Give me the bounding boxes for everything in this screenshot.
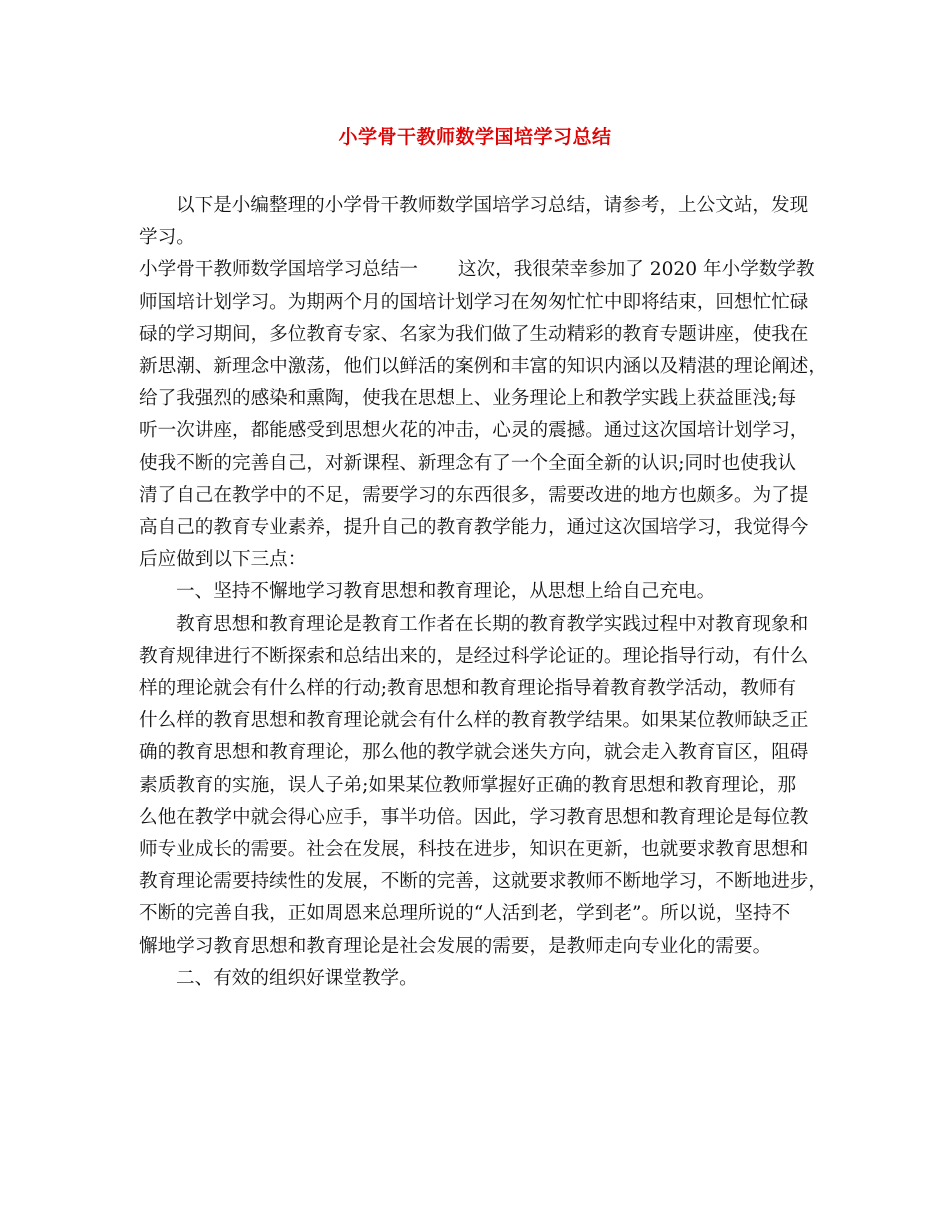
point-one-paragraph bbox=[139, 609, 825, 963]
text-line: 清了自己在教学中的不足，需要学习的东西很多，需要改进的地方也颇多。为了提 bbox=[139, 484, 809, 506]
document-title: 小学骨干教师数学国培学习总结 bbox=[338, 126, 612, 148]
text-line: 师专业成长的需要。社会在发展，科技在进步，知识在更新，也就要求教育思想和 bbox=[139, 839, 809, 861]
text-line: 师国培计划学习。为期两个月的国培计划学习在匆匆忙忙中即将结束，回想忙忙碌 bbox=[139, 291, 809, 313]
text-line: 听一次讲座，都能感受到思想火花的冲击，心灵的震撼。通过这次国培计划学习， bbox=[139, 420, 809, 442]
text-line: 使我不断的完善自己，对新课程、新理念有了一个全面全新的认识;同时也使我认 bbox=[139, 452, 797, 474]
text-line: 新思潮、新理念中激荡，他们以鲜活的案例和丰富的知识内涵以及精湛的理论阐述， bbox=[139, 356, 827, 378]
section-one-paragraph bbox=[139, 254, 825, 576]
point-two-heading bbox=[139, 963, 825, 995]
text-line: 给了我强烈的感染和熏陶，使我在思想上、业务理论上和教学实践上获益匪浅;每 bbox=[139, 388, 797, 410]
text-line: 么他在教学中就会得心应手，事半功倍。因此，学习教育思想和教育理论是每位教 bbox=[139, 806, 809, 828]
text-line: 学习。 bbox=[139, 227, 195, 249]
section-heading: 小学骨干教师数学国培学习总结一 bbox=[139, 259, 418, 281]
document-body bbox=[139, 190, 825, 995]
text-line: 教育理论需要持续性的发展，不断的完善，这就要求教师不断地学习，不断地进步， bbox=[139, 871, 827, 893]
intro-paragraph bbox=[139, 190, 825, 254]
text-line: 样的理论就会有什么样的行动;教育思想和教育理论指导着教育教学活动，教师有 bbox=[139, 678, 797, 700]
text-line: 什么样的教育思想和教育理论就会有什么样的教育教学结果。如果某位教师缺乏正 bbox=[139, 710, 809, 732]
text-line: 一、坚持不懈地学习教育思想和教育理论，从思想上给自己充电。 bbox=[176, 581, 716, 603]
text-line: 教育规律进行不断探索和总结出来的，是经过科学论证的。理论指导行动，有什么 bbox=[139, 645, 809, 667]
section-first-sentence: 这次，我很荣幸参加了 2020 年小学数学教 bbox=[457, 259, 815, 281]
text-line: 懈地学习教育思想和教育理论是社会发展的需要，是教师走向专业化的需要。 bbox=[139, 935, 772, 957]
text-line: 素质教育的实施，误人子弟;如果某位教师掌握好正确的教育思想和教育理论，那 bbox=[139, 774, 797, 796]
text-line: 二、有效的组织好课堂教学。 bbox=[176, 967, 418, 989]
text-line: 碌的学习期间，多位教育专家、名家为我们做了生动精彩的教育专题讲座，使我在 bbox=[139, 323, 809, 345]
text-line: 不断的完善自我，正如周恩来总理所说的“人活到老，学到老”。所以说，坚持不 bbox=[139, 903, 791, 925]
section-first-line bbox=[139, 254, 825, 286]
point-one-heading bbox=[139, 576, 825, 608]
text-line: 高自己的教育专业素养，提升自己的教育教学能力，通过这次国培学习，我觉得今 bbox=[139, 517, 809, 539]
text-line: 教育思想和教育理论是教育工作者在长期的教育教学实践过程中对教育现象和 bbox=[176, 613, 809, 635]
text-line: 确的教育思想和教育理论，那么他的教学就会迷失方向，就会走入教育盲区，阻碍 bbox=[139, 742, 809, 764]
text-line: 后应做到以下三点： bbox=[139, 549, 307, 571]
text-line: 以下是小编整理的小学骨干教师数学国培学习总结，请参考，上公文站，发现 bbox=[176, 195, 809, 216]
